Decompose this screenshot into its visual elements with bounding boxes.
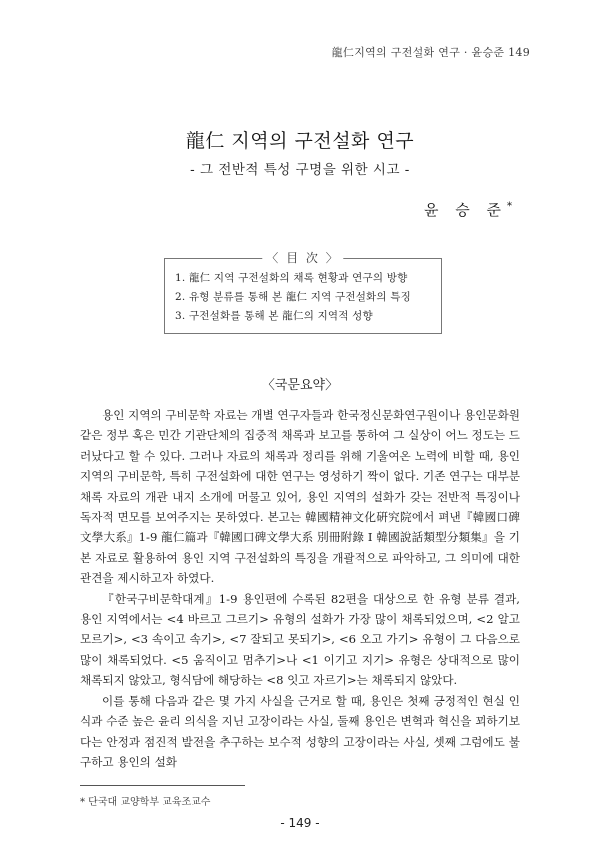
abstract-paragraph-3: 이를 통해 다음과 같은 몇 가지 사실을 근거로 할 때, 용인은 첫째 긍정적인 현실 인식과 수준 높은 윤리 의식을 지닌 고장이라는 사실, 둘째 용인은 변혁과 혁신을 꾀하기보다는 안정과 점진적 발전을 추구하는 보수적 성향의 고장이라는 사실, 셋째 그럼에도 불구하고 용인의 설화 xyxy=(80,693,520,769)
author-name: 윤 승 준 xyxy=(423,201,507,219)
toc-item-1: 1. 龍仁 지역 구전설화의 채록 현황과 연구의 방향 xyxy=(175,272,408,284)
toc-list xyxy=(175,269,437,326)
toc-label: 〈 目 次 〉 xyxy=(262,249,343,266)
abstract-paragraph-2: 『한국구비문학대계』1-9 용인편에 수록된 82편을 대상으로 한 유형 분류 결과, 용인 지역에서는 <4 바르고 그르기> 유형의 설화가 가장 많이 채록되었으며, <2 알고 모르기>, <3 속이고 속기>, <7 잘되고 못되기>, <6 오고 가기> 유형이 그 다음으로 많이 채록되었다. <5 움직이고 멈추기>나 <1 이기고 지기> 유형은 상대적으로 많이 채록되지 않았고, 형식담에 해당하는 <8 잇고 자르기>는 채록되지 않았다. xyxy=(80,591,520,688)
toc-item-3: 3. 구전설화를 통해 본 龍仁의 지역적 성향 xyxy=(175,310,373,322)
toc-item-2: 2. 유형 분류를 통해 본 龍仁 지역 구전설화의 특징 xyxy=(175,291,411,303)
article-title: 龍仁 지역의 구전설화 연구 xyxy=(185,130,415,152)
article-subtitle: - 그 전반적 특성 구명을 위한 시고 - xyxy=(190,162,410,178)
footnote: * 단국대 교양학부 교육조교수 xyxy=(80,797,211,808)
abstract-heading: 〈국문요약〉 xyxy=(261,378,339,393)
abstract-paragraph-1: 용인 지역의 구비문학 자료는 개별 연구자들과 한국정신문화연구원이나 용인문화원 같은 정부 혹은 민간 기관단체의 집중적 채록과 보고를 통하여 그 실상이 어느 정도는 드러났다고 할 수 있다. 그러나 자료의 채록과 정리를 위해 기울여온 노력에 비할 때, 용인 지역의 구비문학, 특히 구전설화에 대한 연구는 영성하기 짝이 없다. 기존 연구는 대부분 채록 자료의 개관 내지 소개에 머물고 있어, 용인 지역의 설화가 갖는 전반적 특징이나 독자적 면모를 보여주지는 못하였다. 본고는 韓國精神文化硏究院에서 펴낸『韓國口碑文學大系』1-9 龍仁篇과『韓國口碑文學大系 別冊附錄 Ⅰ 韓國說話類型分類集』을 기본 자료로 활용하여 용인 지역 구전설화의 특징을 개괄적으로 파악하고, 그 의미에 대한 관견을 제시하고자 하였다. xyxy=(80,408,520,586)
footnote-divider xyxy=(80,785,245,786)
page-number: - 149 - xyxy=(280,816,320,830)
running-head: 龍仁지역의 구전설화 연구 · 윤승준 149 xyxy=(331,46,530,59)
author-footnote-mark: * xyxy=(507,201,512,212)
author xyxy=(424,199,512,220)
abstract-body xyxy=(80,405,520,772)
table-of-contents xyxy=(164,251,442,334)
